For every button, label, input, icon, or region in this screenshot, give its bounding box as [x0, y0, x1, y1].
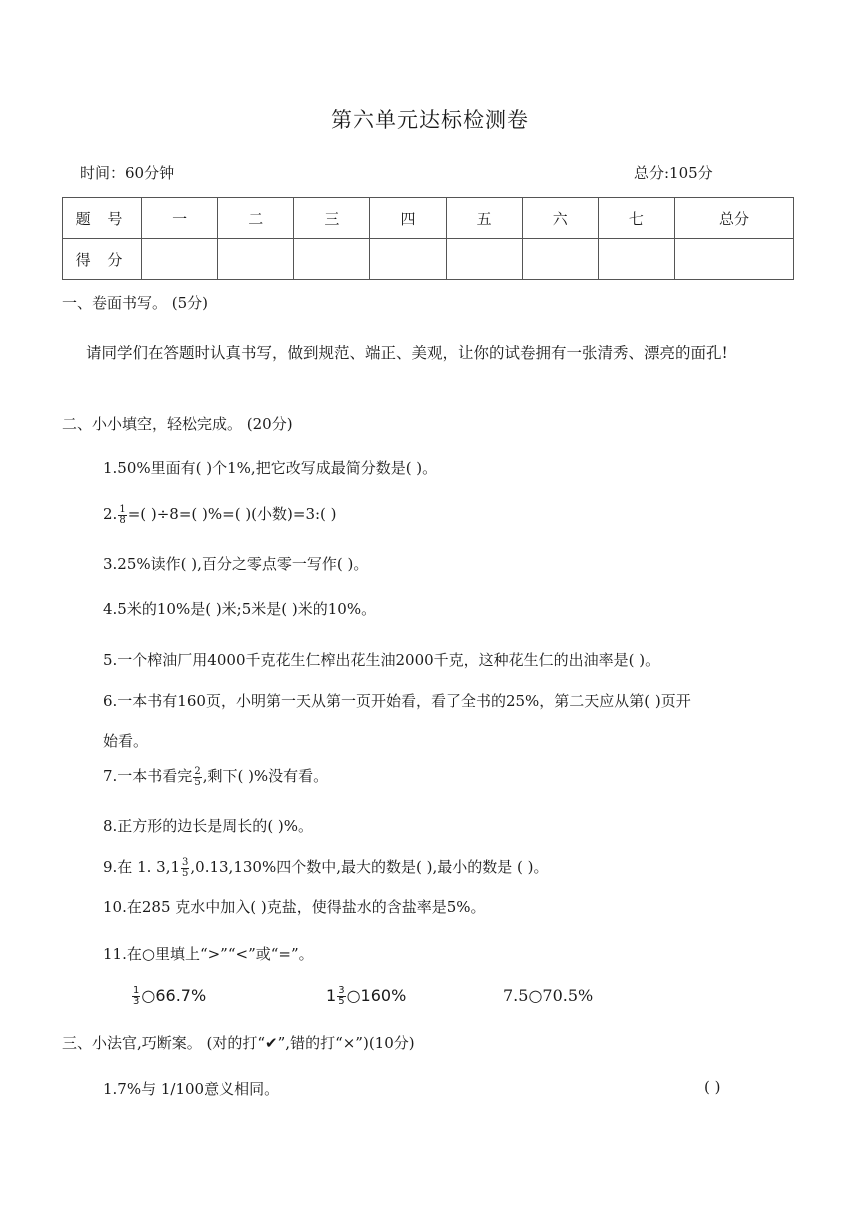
fraction [181, 858, 189, 879]
score-table-cell: 四 [370, 198, 446, 239]
score-table-cell: 二 [218, 198, 294, 239]
comparison-c: 7.5○70.5% [503, 986, 594, 1005]
score-input-cell[interactable] [598, 239, 674, 280]
score-table [62, 197, 794, 280]
question-5: 5.一个榨油厂用4000千克花生仁榨出花生油2000千克，这种花生仁的出油率是( )。 [103, 651, 661, 669]
score-table-cell: 得 分 [63, 239, 142, 280]
score-input-cell[interactable] [142, 239, 218, 280]
score-table-cell: 五 [446, 198, 522, 239]
question-4: 4.5米的10%是( )米;5米是( )米的10%。 [103, 600, 377, 618]
score-table-score-row [63, 239, 794, 280]
fraction [132, 986, 140, 1007]
section-heading: 三、小法官,巧断案。 (对的打“✔”,错的打“×”)(10分) [62, 1034, 415, 1052]
question-10: 10.在285 克水中加入( )克盐，使得盐水的含盐率是5%。 [103, 898, 486, 916]
score-input-cell[interactable] [294, 239, 370, 280]
page-title: 第六单元达标检测卷 [331, 108, 529, 132]
comparison-b [326, 986, 406, 1007]
fraction-numerator: 1 [119, 503, 126, 515]
fraction-denominator: 5 [182, 867, 189, 879]
score-input-cell[interactable] [522, 239, 598, 280]
fraction-denominator: 5 [338, 996, 345, 1007]
question-8: 8.正方形的边长是周长的( )%。 [103, 817, 314, 835]
fraction-numerator: 2 [194, 765, 201, 777]
question-9 [103, 856, 548, 879]
score-table-header-row [63, 198, 794, 239]
question-text: 7.一本书看完 [103, 767, 193, 785]
question-11: 11.在○里填上“>”“<”或“=”。 [103, 945, 314, 963]
question-text: ,剩下( )%没有看。 [202, 767, 329, 785]
exam-total-score: 总分:105分 [634, 164, 713, 182]
score-table-cell: 七 [598, 198, 674, 239]
score-table-cell: 题 号 [63, 198, 142, 239]
question-text: ,0.13,130%四个数中,最大的数是( ),最小的数是 ( )。 [190, 858, 549, 876]
answer-paren[interactable]: ( ) [704, 1078, 721, 1096]
score-table-cell: 三 [294, 198, 370, 239]
score-table-cell: 一 [142, 198, 218, 239]
fraction-numerator: 1 [133, 985, 140, 996]
fraction-denominator: 5 [194, 776, 201, 788]
score-input-cell[interactable] [218, 239, 294, 280]
fraction-denominator: 3 [133, 996, 140, 1007]
exam-time: 时间：60分钟 [80, 164, 175, 182]
section-paragraph: 请同学们在答题时认真书写，做到规范、端正、美观，让你的试卷拥有一张清秀、漂亮的面孔! [86, 344, 728, 362]
section-heading: 二、小小填空，轻松完成。 (20分) [62, 415, 293, 433]
score-input-cell[interactable] [675, 239, 794, 280]
question-6-line-2: 始看。 [103, 732, 149, 750]
section-heading: 一、卷面书写。 (5分) [62, 294, 209, 312]
fraction-denominator: 8 [119, 514, 126, 526]
question-3: 3.25%读作( ),百分之零点零一写作( )。 [103, 555, 369, 573]
score-input-cell[interactable] [370, 239, 446, 280]
fraction [337, 986, 345, 1007]
fraction [193, 767, 201, 788]
score-table-cell: 六 [522, 198, 598, 239]
fraction [118, 505, 126, 526]
question-7 [103, 765, 328, 788]
fraction-numerator: 3 [182, 856, 189, 868]
question-number: 2. [103, 505, 118, 523]
score-table-cell: 总分 [675, 198, 794, 239]
judgment-question-1: 1.7%与 1/100意义相同。 [103, 1080, 280, 1098]
comparison-a [131, 986, 206, 1007]
question-text: =( )÷8=( )%=( )(小数)=3:( ) [127, 505, 337, 523]
fraction-numerator: 3 [338, 985, 345, 996]
question-text: 9.在 1. 3,1 [103, 858, 181, 876]
comparison-text: ○66.7% [141, 986, 207, 1005]
mixed-number-whole: 1 [326, 986, 337, 1005]
question-2 [103, 503, 337, 526]
question-1: 1.50%里面有( )个1%,把它改写成最简分数是( )。 [103, 459, 438, 477]
question-6-line-1: 6.一本书有160页，小明第一天从第一页开始看，看了全书的25%，第二天应从第( )页开 [103, 692, 691, 710]
comparison-text: ○160% [346, 986, 407, 1005]
score-input-cell[interactable] [446, 239, 522, 280]
